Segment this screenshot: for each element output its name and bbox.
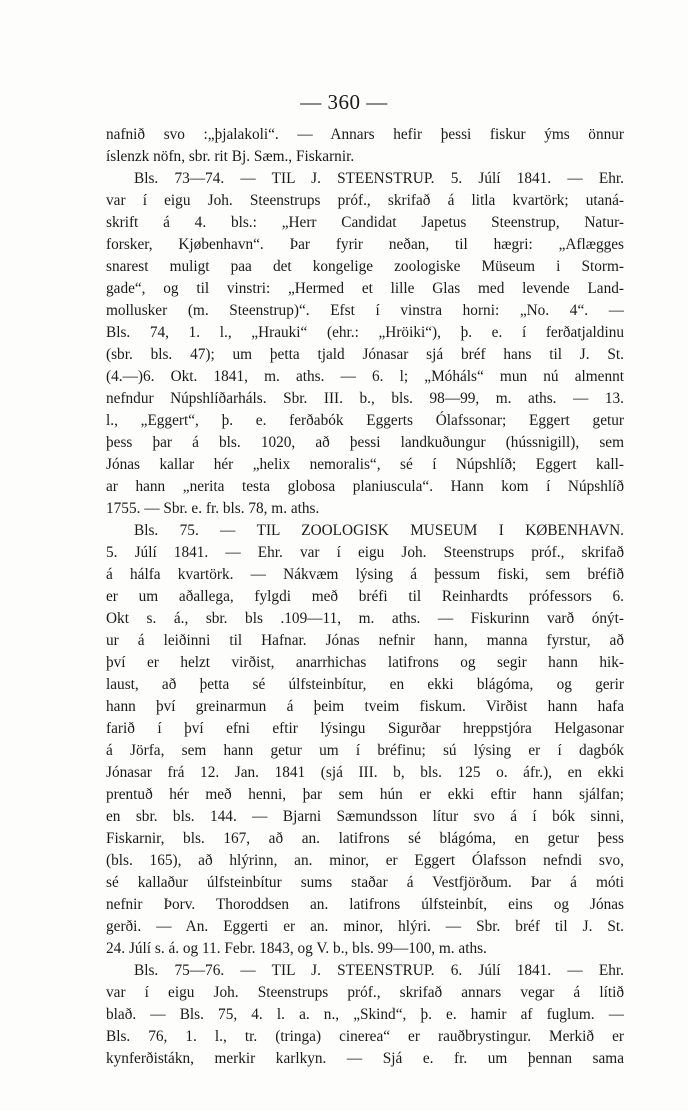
text-line: (4.—)6. Okt. 1841, m. aths. — 6. l; „Móháls“ mun nú almennt (106, 368, 624, 385)
text-line: en sbr. bls. 144. — Bjarni Sæmundsson lítur svo á í bók sinni, (106, 808, 624, 825)
text-line: Jónasar frá 12. Jan. 1841 (sjá III. b, bls. 125 o. áfr.), en ekki (106, 764, 624, 781)
text-line: ar hann „nerita testa globosa planiuscula“. Hann kom í Núpshlíð (106, 478, 624, 495)
text-line: (bls. 165), að hlýrinn, an. minor, er Eggert Ólafsson nefndi svo, (106, 852, 624, 869)
page-number: — 360 — (300, 90, 388, 114)
text-line: ur á leiðinni til Hafnar. Jónas nefnir hann, manna fyrstur, að (106, 632, 624, 649)
text-line: nefnir Þorv. Thoroddsen an. latifrons úlfsteinbít, eins og Jónas (106, 896, 624, 913)
text-line: gerði. — An. Eggerti er an. minor, hlýri. — Sbr. bréf til J. St. (106, 918, 624, 935)
text-line: forsker, Kjøbenhavn“. Þar fyrir neðan, til hægri: „Aflægges (106, 236, 624, 253)
text-line: Fiskarnir, bls. 167, að an. latifrons sé blágóma, en getur þess (106, 830, 624, 847)
text-line: Bls. 75—76. — TIL J. STEENSTRUP. 6. Júlí 1841. — Ehr. (134, 962, 624, 979)
text-line: nafnið svo :„þjalakoli“. — Annars hefir þessi fiskur ýms önnur (106, 126, 624, 143)
text-line: hann því greinarmun á þeim tveim fiskum. Virðist hann hafa (106, 698, 624, 715)
text-line: þess þar á bls. 1020, að þessi landkuðungur (hússnigill), sem (106, 434, 624, 451)
text-line: (sbr. bls. 47); um þetta tjald Jónasar sjá bréf hans til J. St. (106, 346, 624, 363)
text-line: farið í því efni eftir lýsingu Sigurðar hreppstjóra Helgasonar (106, 720, 624, 737)
text-line: á Jörfa, sem hann getur um í bréfinu; sú lýsing er í dagbók (106, 742, 624, 759)
text-line: kynferðistákn, merkir karlkyn. — Sjá e. fr. um þennan sama (106, 1050, 624, 1067)
text-line: Bls. 76, 1. l., tr. (tringa) cinerea“ er rauðbrystingur. Merkið er (106, 1028, 624, 1045)
text-line: Bls. 75. — TIL ZOOLOGISK MUSEUM I KØBENHAVN. (134, 522, 624, 539)
text-line: sé kallaður úlfsteinbítur sums staðar á Vestfjörðum. Þar á móti (106, 874, 624, 891)
text-line: 24. Júlí s. á. og 11. Febr. 1843, og V. b., bls. 99—100, m. aths. (106, 940, 487, 957)
text-line: á hálfa kvartörk. — Nákvæm lýsing á þessum fiski, sem bréfið (106, 566, 624, 583)
text-line: Bls. 74, 1. l., „Hrauki“ (ehr.: „Hröiki“), þ. e. í ferðatjaldinu (106, 324, 624, 341)
text-line: Bls. 73—74. — TIL J. STEENSTRUP. 5. Júlí 1841. — Ehr. (134, 170, 624, 187)
body-text (106, 124, 624, 1070)
text-line: 1755. — Sbr. e. fr. bls. 78, m. aths. (106, 500, 320, 517)
text-line: íslenzk nöfn, sbr. rit Bj. Sæm., Fiskarnir. (106, 148, 355, 165)
text-line: Okt s. á., sbr. bls .109—11, m. aths. — Fiskurinn varð ónýt- (106, 610, 624, 627)
text-line: laust, að þetta sé úlfsteinbítur, en ekki blágóma, og gerir (106, 676, 624, 693)
text-line: prentuð hér með henni, þar sem hún er ekki eftir hann sjálfan; (106, 786, 624, 803)
text-line: er um aðallega, fylgdi með bréfi til Reinhardts prófessors 6. (106, 588, 624, 605)
text-line: mollusker (m. Steenstrup)“. Efst í vinstra horni: „No. 4“. — (106, 302, 624, 319)
text-line: 5. Júlí 1841. — Ehr. var í eigu Joh. Steenstrups próf., skrifað (106, 544, 624, 561)
text-line: skrift á 4. bls.: „Herr Candidat Japetus Steenstrup, Natur- (106, 214, 624, 231)
text-line: nefndur Núpshlíðarháls. Sbr. III. b., bls. 98—99, m. aths. — 13. (106, 390, 624, 407)
text-line: blað. — Bls. 75, 4. l. a. n., „Skind“, þ. e. hamir af fuglum. — (106, 1006, 624, 1023)
text-line: því er helzt virðist, anarrhichas latifrons og segir hann hik- (106, 654, 624, 671)
text-line: var í eigu Joh. Steenstrups próf., skrifað á litla kvartörk; utaná- (106, 192, 624, 209)
text-line: l., „Eggert“, þ. e. ferðabók Eggerts Ólafssonar; Eggert getur (106, 412, 624, 429)
text-line: gade“, og til vinstri: „Hermed et lille Glas med levende Land- (106, 280, 624, 297)
text-line: Jónas kallar hér „helix nemoralis“, sé í Núpshlíð; Eggert kall- (106, 456, 624, 473)
text-line: snarest muligt paa det kongelige zoologiske Müseum i Storm- (106, 258, 624, 275)
text-line: var í eigu Joh. Steenstrups próf., skrifað annars vegar á lítið (106, 984, 624, 1001)
